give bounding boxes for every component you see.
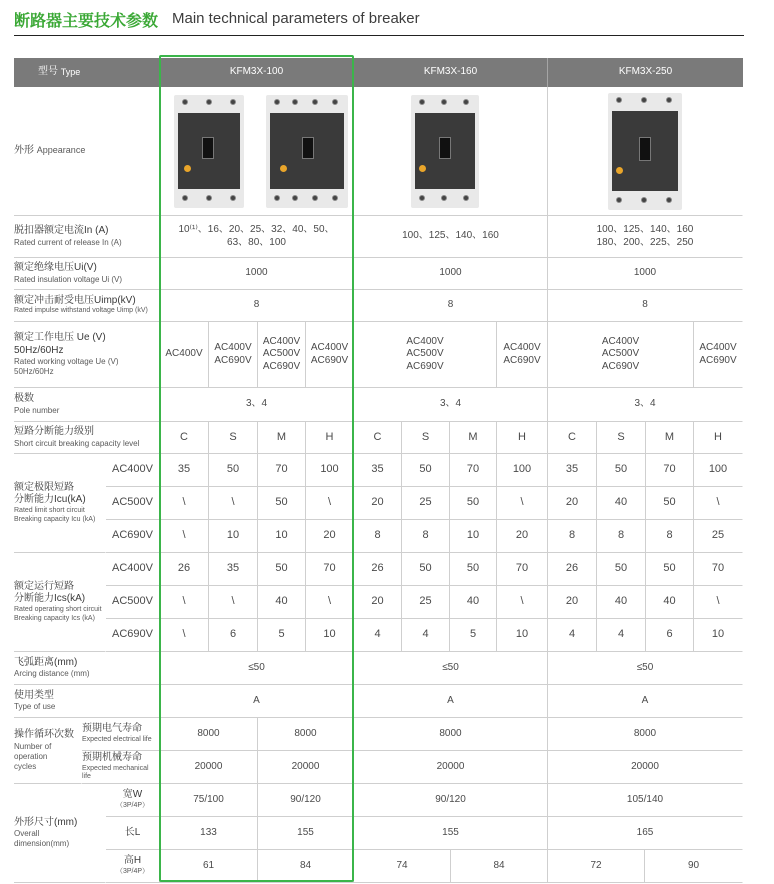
breaking-level-cell: M (258, 422, 306, 454)
width-100-3p: 75/100 (160, 784, 258, 817)
insulation-voltage-160: 1000 (354, 258, 548, 290)
icu-voltage-label: AC500V (106, 487, 160, 520)
ics-value-cell: \ (160, 586, 209, 619)
impulse-voltage-100: 8 (160, 290, 354, 322)
length-160: 155 (354, 817, 548, 850)
height-250-3p: 72 (548, 850, 645, 883)
ics-value-cell: 4 (354, 619, 402, 652)
electrical-life-100-4p: 8000 (258, 718, 354, 751)
ics-value-cell: 26 (354, 553, 402, 586)
ics-value-cell: \ (497, 586, 548, 619)
icu-value-cell: \ (160, 487, 209, 520)
icu-value-cell: 10 (258, 520, 306, 553)
ics-value-cell: 4 (548, 619, 597, 652)
working-voltage-100-h: AC400V AC690V (306, 322, 354, 388)
poles-100: 3、4 (160, 388, 354, 422)
ics-value-cell: 50 (258, 553, 306, 586)
ics-voltage-label: AC690V (106, 619, 160, 652)
ics-value-cell: 70 (497, 553, 548, 586)
icu-value-cell: 70 (258, 454, 306, 487)
arcing-160: ≤50 (354, 652, 548, 685)
icu-value-cell: \ (160, 520, 209, 553)
rated-current-100: 10⁽¹⁾、16、20、25、32、40、50、 63、80、100 (160, 216, 354, 258)
icu-value-cell: 100 (306, 454, 354, 487)
ics-value-cell: 70 (306, 553, 354, 586)
height-250-4p: 90 (645, 850, 743, 883)
height-160-3p: 74 (354, 850, 451, 883)
icu-value-cell: 70 (646, 454, 694, 487)
working-voltage-100-m: AC400V AC500V AC690V (258, 322, 306, 388)
icu-value-cell: 8 (402, 520, 450, 553)
cycles-label: 操作循环次数 Number of operation cycles (14, 718, 82, 784)
height-100-3p: 61 (160, 850, 258, 883)
page-title (14, 8, 744, 36)
electrical-life-160: 8000 (354, 718, 548, 751)
mechanical-life-250: 20000 (548, 751, 743, 784)
impulse-voltage-160: 8 (354, 290, 548, 322)
width-160: 90/120 (354, 784, 548, 817)
breaking-level-cell: S (597, 422, 646, 454)
icu-value-cell: \ (497, 487, 548, 520)
height-160-4p: 84 (451, 850, 548, 883)
breaking-level-cell: C (354, 422, 402, 454)
icu-value-cell: 25 (694, 520, 743, 553)
insulation-voltage-label: 额定绝缘电压Ui(V) Rated insulation voltage Ui (V) (14, 258, 160, 290)
arcing-100: ≤50 (160, 652, 354, 685)
icu-value-cell: 50 (597, 454, 646, 487)
ics-value-cell: 6 (209, 619, 258, 652)
length-250: 165 (548, 817, 743, 850)
mechanical-life-100-3p: 20000 (160, 751, 258, 784)
ics-value-cell: 26 (160, 553, 209, 586)
ics-value-cell: 5 (450, 619, 497, 652)
icu-label: 额定极限短路 分断能力Icu(kA) Rated limit short circuit Breaking capacity Icu (kA) (14, 454, 106, 553)
ics-value-cell: 20 (548, 586, 597, 619)
breaking-level-cell: H (497, 422, 548, 454)
ics-value-cell: 5 (258, 619, 306, 652)
working-voltage-250-h: AC400V AC690V (694, 322, 743, 388)
arcing-label: 飞弧距离(mm) Arcing distance (mm) (14, 652, 160, 685)
working-voltage-160-csm: AC400V AC500V AC690V (354, 322, 497, 388)
ics-value-cell: 50 (402, 553, 450, 586)
use-type-label: 使用类型 Type of use (14, 685, 160, 718)
rated-current-160: 100、125、140、160 (354, 216, 548, 258)
working-voltage-160-h: AC400V AC690V (497, 322, 548, 388)
poles-160: 3、4 (354, 388, 548, 422)
title-divider (14, 35, 744, 36)
dimension-label: 外形尺寸(mm) Overall dimension(mm) (14, 784, 106, 883)
icu-value-cell: 20 (548, 487, 597, 520)
icu-value-cell: 100 (694, 454, 743, 487)
use-type-250: A (548, 685, 743, 718)
icu-value-cell: 8 (597, 520, 646, 553)
title-en: Main technical parameters of breaker (172, 10, 420, 27)
icu-value-cell: 100 (497, 454, 548, 487)
rated-current-label: 脱扣器额定电流In (A) Rated current of release In (A) (14, 216, 160, 258)
ics-value-cell: 26 (548, 553, 597, 586)
width-label: 宽W （3P/4P） (106, 784, 160, 817)
breaking-level-cell: C (160, 422, 209, 454)
working-voltage-100-s: AC400V AC690V (209, 322, 258, 388)
breaking-level-cell: M (450, 422, 497, 454)
icu-value-cell: 8 (548, 520, 597, 553)
arcing-250: ≤50 (548, 652, 743, 685)
ics-label: 额定运行短路 分断能力Ics(kA) Rated operating short circuit Breaking capacity Ics (kA) (14, 553, 106, 652)
icu-value-cell: 20 (497, 520, 548, 553)
mechanical-life-100-4p: 20000 (258, 751, 354, 784)
width-250: 105/140 (548, 784, 743, 817)
icu-value-cell: \ (694, 487, 743, 520)
type-header: 型号 Type (14, 58, 160, 87)
breaker-image-160 (411, 95, 479, 208)
ics-value-cell: 10 (306, 619, 354, 652)
impulse-voltage-label: 额定冲击耐受电压Uimp(kV) Rated impulse withstand voltage Uimp (kV) (14, 290, 160, 322)
ics-value-cell: 40 (450, 586, 497, 619)
use-type-100: A (160, 685, 354, 718)
breaking-level-label: 短路分断能力级别 Short circuit breaking capacity level (14, 422, 160, 454)
insulation-voltage-100: 1000 (160, 258, 354, 290)
breaking-level-cell: S (209, 422, 258, 454)
ics-value-cell: 10 (497, 619, 548, 652)
icu-value-cell: \ (306, 487, 354, 520)
length-100-4p: 155 (258, 817, 354, 850)
height-100-4p: 84 (258, 850, 354, 883)
ics-value-cell: 70 (694, 553, 743, 586)
icu-value-cell: 35 (354, 454, 402, 487)
ics-value-cell: \ (160, 619, 209, 652)
ics-value-cell: 10 (694, 619, 743, 652)
icu-value-cell: 20 (306, 520, 354, 553)
ics-value-cell: 50 (646, 553, 694, 586)
ics-value-cell: 20 (354, 586, 402, 619)
breaking-level-cell: H (694, 422, 743, 454)
breaking-level-cell: S (402, 422, 450, 454)
breaker-image-100-4p (266, 95, 348, 208)
ics-value-cell: 40 (258, 586, 306, 619)
icu-value-cell: 70 (450, 454, 497, 487)
icu-value-cell: \ (209, 487, 258, 520)
icu-value-cell: 35 (160, 454, 209, 487)
ics-voltage-label: AC400V (106, 553, 160, 586)
use-type-160: A (354, 685, 548, 718)
mechanical-life-160: 20000 (354, 751, 548, 784)
breaker-image-250 (608, 93, 682, 210)
title-cn: 断路器主要技术参数 (14, 13, 159, 30)
insulation-voltage-250: 1000 (548, 258, 743, 290)
electrical-life-label: 预期电气寿命 Expected electrical life (82, 718, 160, 751)
model-header-100: KFM3X-100 (160, 58, 354, 87)
ics-value-cell: 40 (597, 586, 646, 619)
ics-value-cell: 50 (597, 553, 646, 586)
ics-value-cell: 40 (646, 586, 694, 619)
icu-value-cell: 50 (258, 487, 306, 520)
working-voltage-250-csm: AC400V AC500V AC690V (548, 322, 694, 388)
height-label: 高H （3P/4P） (106, 850, 160, 883)
icu-value-cell: 50 (646, 487, 694, 520)
impulse-voltage-250: 8 (548, 290, 743, 322)
breaking-level-cell: H (306, 422, 354, 454)
ics-value-cell: \ (209, 586, 258, 619)
ics-value-cell: 25 (402, 586, 450, 619)
ics-voltage-label: AC500V (106, 586, 160, 619)
icu-value-cell: 10 (209, 520, 258, 553)
icu-value-cell: 20 (354, 487, 402, 520)
length-label: 长L (106, 817, 160, 850)
icu-value-cell: 8 (354, 520, 402, 553)
electrical-life-100-3p: 8000 (160, 718, 258, 751)
model-header-250: KFM3X-250 (548, 58, 743, 87)
icu-value-cell: 50 (402, 454, 450, 487)
ics-value-cell: 35 (209, 553, 258, 586)
icu-voltage-label: AC690V (106, 520, 160, 553)
ics-value-cell: 50 (450, 553, 497, 586)
icu-value-cell: 10 (450, 520, 497, 553)
icu-value-cell: 25 (402, 487, 450, 520)
icu-value-cell: 40 (597, 487, 646, 520)
icu-value-cell: 8 (646, 520, 694, 553)
working-voltage-100-c: AC400V (160, 322, 209, 388)
mechanical-life-label: 预期机械寿命 Expected mechanical life (82, 751, 160, 784)
ics-value-cell: \ (694, 586, 743, 619)
icu-value-cell: 35 (548, 454, 597, 487)
ics-value-cell: 4 (597, 619, 646, 652)
ics-value-cell: 4 (402, 619, 450, 652)
electrical-life-250: 8000 (548, 718, 743, 751)
poles-250: 3、4 (548, 388, 743, 422)
model-header-160: KFM3X-160 (354, 58, 548, 87)
breaking-level-cell: M (646, 422, 694, 454)
poles-label: 极数 Pole number (14, 388, 160, 422)
icu-value-cell: 50 (450, 487, 497, 520)
length-100-3p: 133 (160, 817, 258, 850)
working-voltage-label: 额定工作电压 Ue (V) 50Hz/60Hz Rated working voltage Ue (V) 50Hz/60Hz (14, 322, 160, 388)
ics-value-cell: \ (306, 586, 354, 619)
icu-value-cell: 50 (209, 454, 258, 487)
appearance-label: 外形 Appearance (14, 87, 160, 216)
rated-current-250: 100、125、140、160 180、200、225、250 (548, 216, 743, 258)
ics-value-cell: 6 (646, 619, 694, 652)
breaker-image-100-3p (174, 95, 244, 208)
width-100-4p: 90/120 (258, 784, 354, 817)
breaking-level-cell: C (548, 422, 597, 454)
icu-voltage-label: AC400V (106, 454, 160, 487)
